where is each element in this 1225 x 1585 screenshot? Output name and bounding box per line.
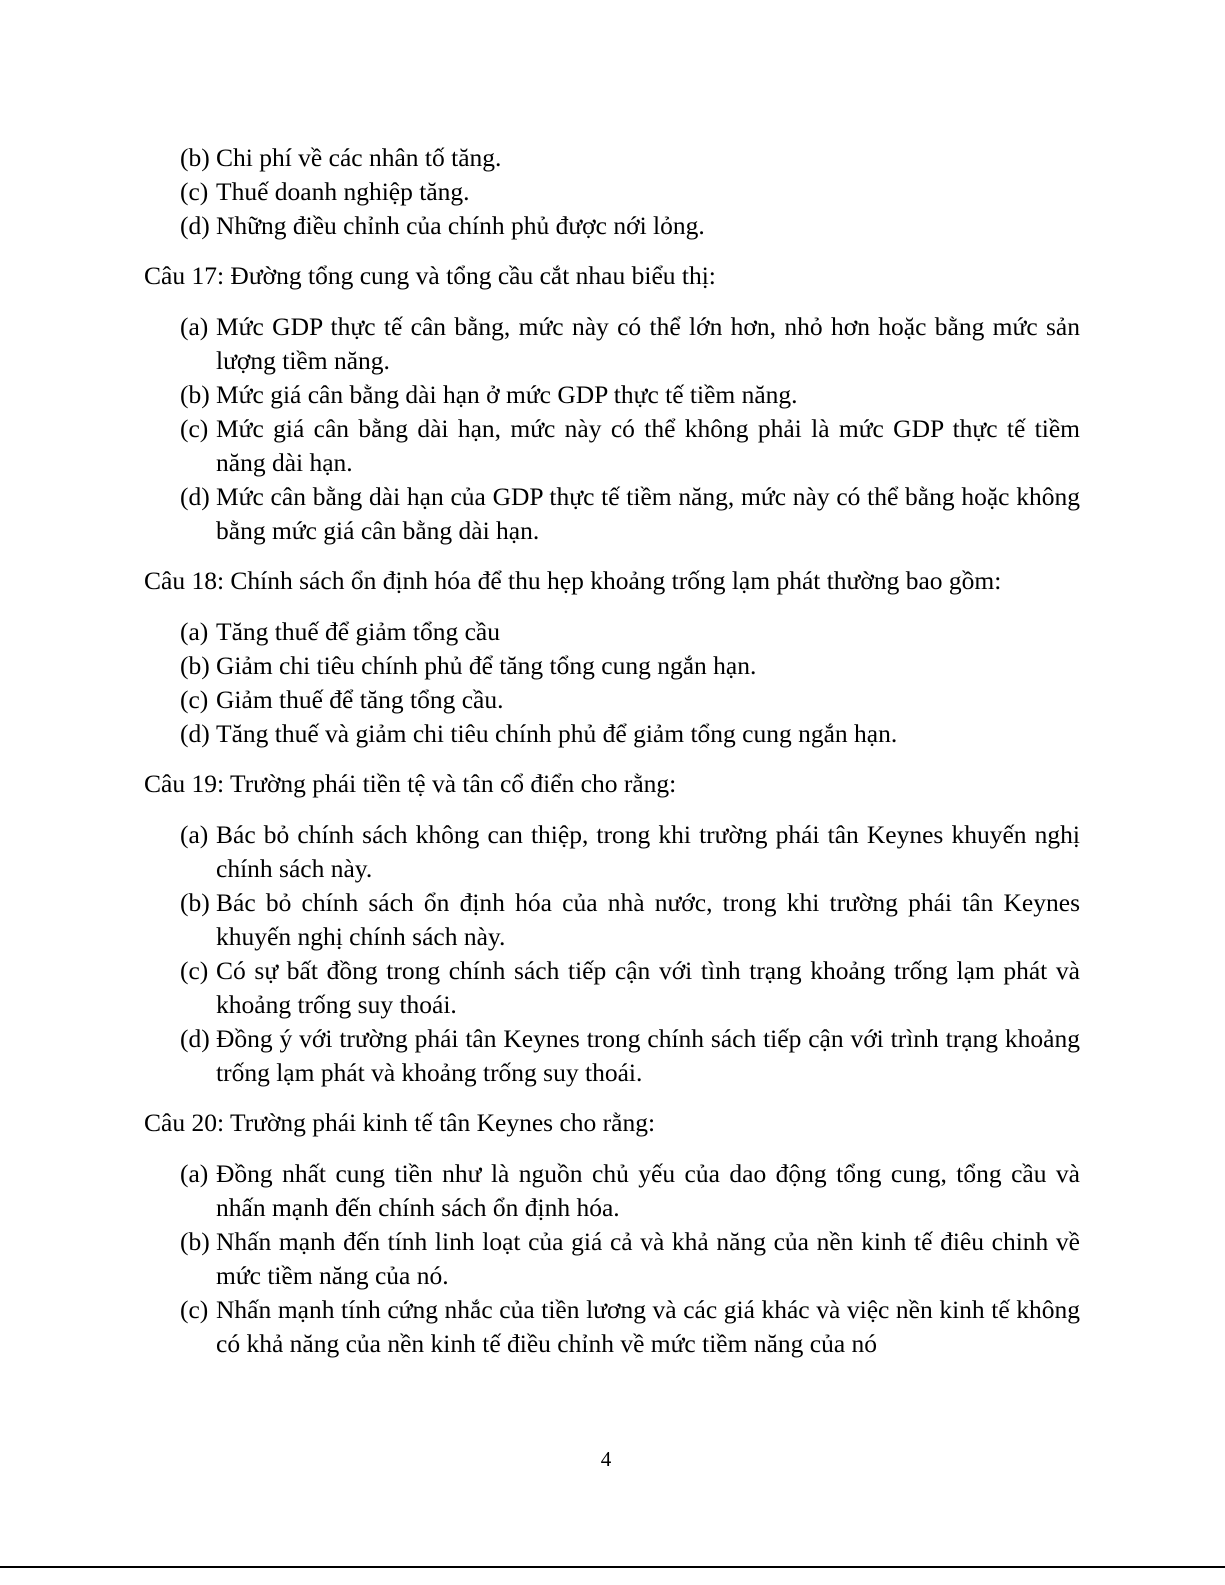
- option-label: (c): [180, 177, 209, 206]
- option-text: Giảm chi tiêu chính phủ để tăng tổng cung ngắn hạn.: [216, 651, 757, 680]
- option-b: [180, 649, 1080, 683]
- question-18: [144, 564, 1080, 751]
- option-c: [180, 954, 1080, 1022]
- option-text: Giảm thuế để tăng tổng cầu.: [216, 685, 504, 714]
- option-text: Có sự bất đồng trong chính sách tiếp cận với tình trạng khoảng trống lạm phát và khoảng trống suy thoái.: [216, 956, 1080, 1019]
- page-content: [144, 141, 1080, 1361]
- option-label: (b): [180, 380, 210, 409]
- option-label: (c): [180, 414, 209, 443]
- option-label: (d): [180, 719, 210, 748]
- question-20: [144, 1106, 1080, 1361]
- question-options: [144, 818, 1080, 1090]
- option-label: (b): [180, 1227, 210, 1256]
- option-label: (a): [180, 312, 209, 341]
- question-options: [144, 310, 1080, 548]
- page-number: 4: [600, 1447, 612, 1471]
- option-a: [180, 818, 1080, 886]
- option-text: Nhấn mạnh tính cứng nhắc của tiền lương và các giá khác và việc nền kinh tế không có khả năng của nền kinh tế điều chỉnh về mức tiềm năng của nó: [216, 1295, 1080, 1358]
- question-title: Câu 18: Chính sách ổn định hóa để thu hẹp khoảng trống lạm phát thường bao gồm:: [144, 566, 1002, 595]
- option-c: [180, 1293, 1080, 1361]
- option-c: [180, 412, 1080, 480]
- option-b: [180, 378, 1080, 412]
- option-text: Mức GDP thực tế cân bằng, mức này có thể lớn hơn, nhỏ hơn hoặc bằng mức sản lượng tiềm năng.: [216, 312, 1080, 375]
- option-text: Đồng nhất cung tiền như là nguồn chủ yếu của dao động tổng cung, tổng cầu và nhấn mạnh đến chính sách ổn định hóa.: [216, 1159, 1080, 1222]
- question-title: Câu 17: Đường tổng cung và tổng cầu cắt nhau biểu thị:: [144, 261, 716, 290]
- option-b: [180, 141, 1080, 175]
- option-d: [180, 480, 1080, 548]
- option-text: Mức cân bằng dài hạn của GDP thực tế tiềm năng, mức này có thể bằng hoặc không bằng mức giá cân bằng dài hạn.: [216, 482, 1080, 545]
- option-text: Tăng thuế để giảm tổng cầu: [216, 617, 500, 646]
- question-title: Câu 20: Trường phái kinh tế tân Keynes cho rằng:: [144, 1108, 656, 1137]
- option-text: Thuế doanh nghiệp tăng.: [216, 177, 470, 206]
- option-a: [180, 615, 1080, 649]
- option-label: (a): [180, 820, 209, 849]
- option-label: (b): [180, 143, 210, 172]
- option-d: [180, 717, 1080, 751]
- question-options: [144, 615, 1080, 751]
- option-text: Chi phí về các nhân tố tăng.: [216, 143, 502, 172]
- option-text: Mức giá cân bằng dài hạn, mức này có thể không phải là mức GDP thực tế tiềm năng dài hạn.: [216, 414, 1080, 477]
- option-text: Tăng thuế và giảm chi tiêu chính phủ để giảm tổng cung ngắn hạn.: [216, 719, 898, 748]
- option-d: [180, 209, 1080, 243]
- option-label: (b): [180, 651, 210, 680]
- option-text: Bác bỏ chính sách không can thiệp, trong khi trường phái tân Keynes khuyến nghị chính sách này.: [216, 820, 1080, 883]
- question-title: Câu 19: Trường phái tiền tệ và tân cổ điển cho rằng:: [144, 769, 677, 798]
- option-label: (d): [180, 1024, 210, 1053]
- option-text: Đồng ý với trường phái tân Keynes trong chính sách tiếp cận với trình trạng khoảng trống lạm phát và khoảng trống suy thoái.: [216, 1024, 1080, 1087]
- option-d: [180, 1022, 1080, 1090]
- question-17: [144, 259, 1080, 548]
- option-label: (c): [180, 1295, 209, 1324]
- question-options: [144, 1157, 1080, 1361]
- option-a: [180, 310, 1080, 378]
- continued-options: [144, 141, 1080, 243]
- option-label: (c): [180, 956, 209, 985]
- option-b: [180, 1225, 1080, 1293]
- option-label: (a): [180, 1159, 209, 1188]
- option-label: (c): [180, 685, 209, 714]
- option-text: Bác bỏ chính sách ổn định hóa của nhà nước, trong khi trường phái tân Keynes khuyến nghị chính sách này.: [216, 888, 1080, 951]
- question-19: [144, 767, 1080, 1090]
- option-text: Những điều chỉnh của chính phủ được nới lỏng.: [216, 211, 705, 240]
- option-label: (d): [180, 211, 210, 240]
- option-text: Nhấn mạnh đến tính linh loạt của giá cả và khả năng của nền kinh tế điêu chinh về mức tiềm năng của nó.: [216, 1227, 1080, 1290]
- option-b: [180, 886, 1080, 954]
- bottom-border-line: [0, 1566, 1225, 1568]
- option-c: [180, 175, 1080, 209]
- option-label: (b): [180, 888, 210, 917]
- option-label: (d): [180, 482, 210, 511]
- option-text: Mức giá cân bằng dài hạn ở mức GDP thực tế tiềm năng.: [216, 380, 798, 409]
- option-c: [180, 683, 1080, 717]
- option-label: (a): [180, 617, 209, 646]
- option-a: [180, 1157, 1080, 1225]
